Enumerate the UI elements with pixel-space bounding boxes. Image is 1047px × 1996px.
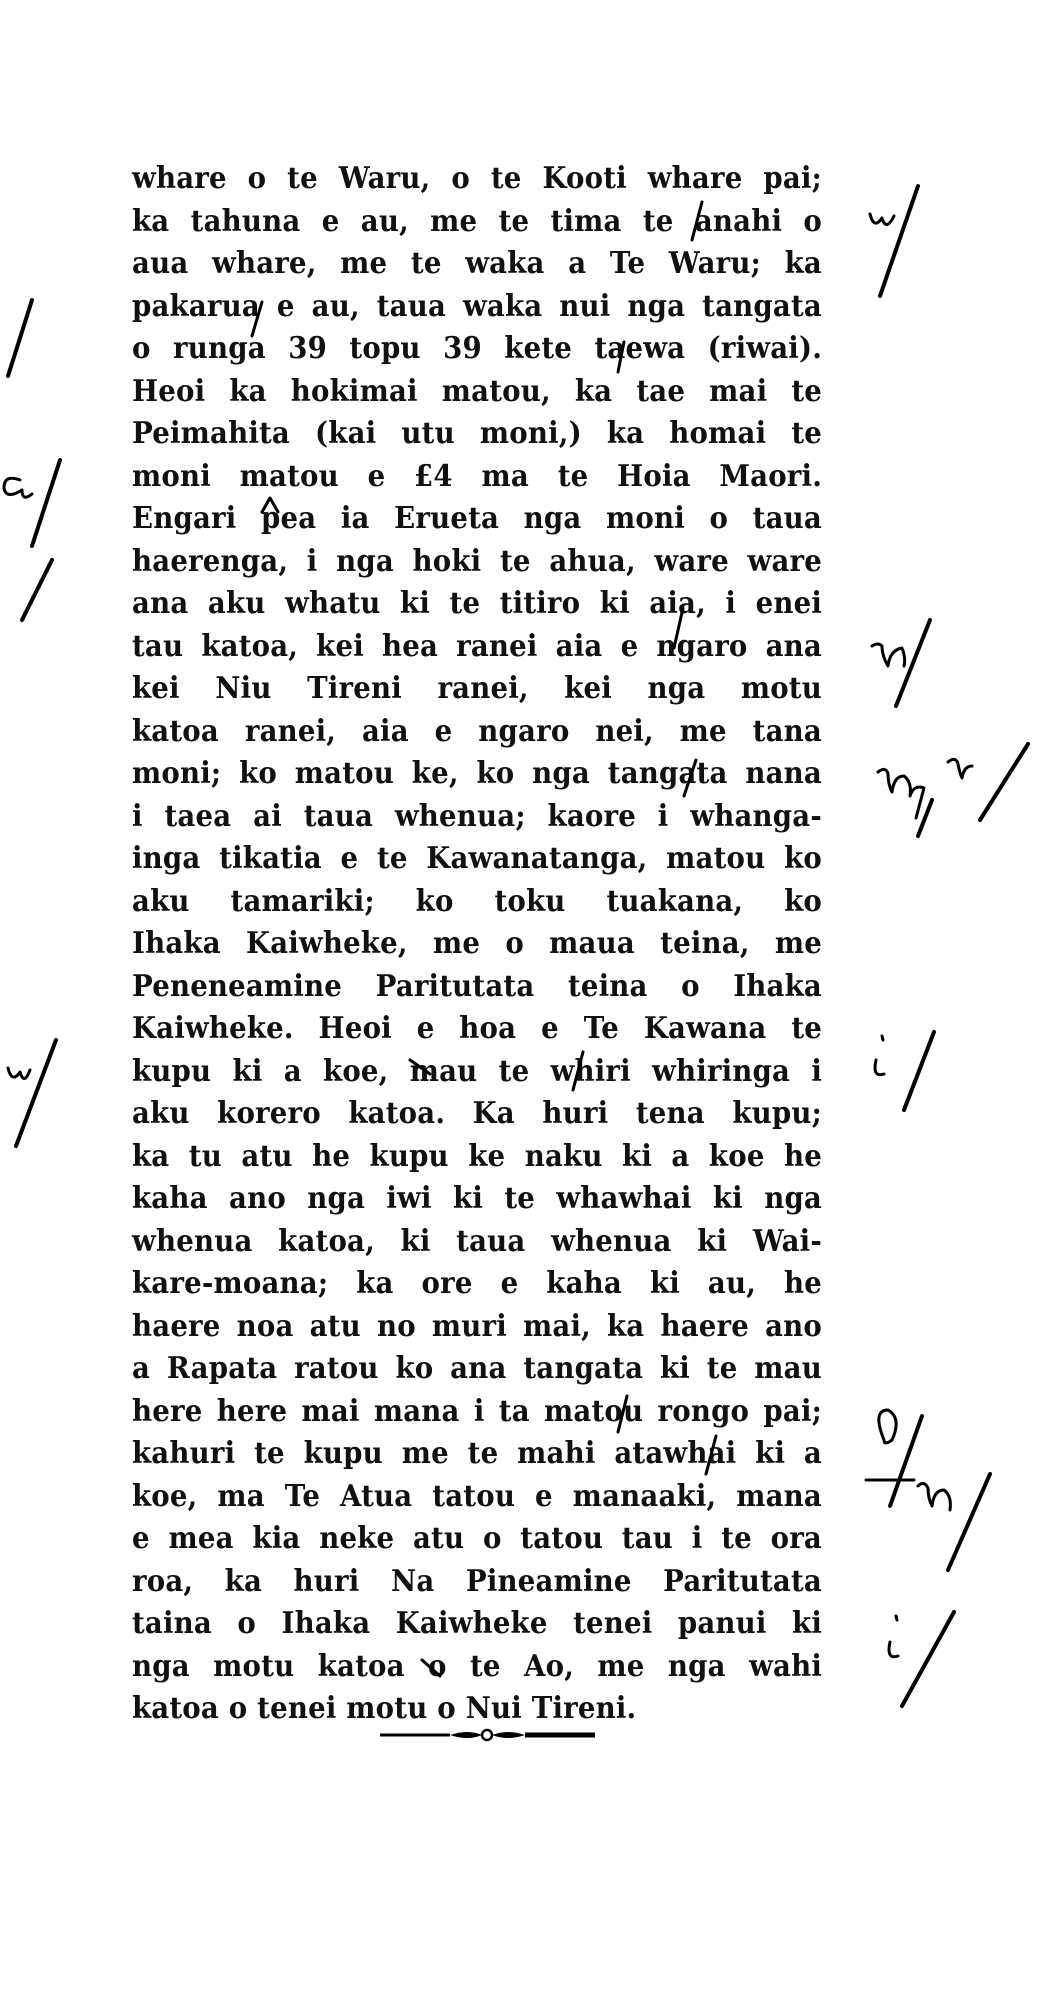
proof-mark: [4, 478, 32, 497]
text-line: pakarua e au, taua waka nui nga tangata: [132, 288, 822, 324]
text-line: kare-moana; ka ore e kaha ki au, he: [132, 1266, 822, 1301]
text-line: here here mai mana i ta matou rongo pai;: [132, 1393, 822, 1429]
text-line: ka tu atu he kupu ke naku ki a koe he: [132, 1138, 822, 1174]
text-line: kupu ki a koe, mau te whiri whiringa i: [132, 1053, 822, 1089]
text-line: whare o te Waru, o te Kooti whare pai;: [132, 161, 822, 196]
text-line: nga motu katoa o te Ao, me nga wahi: [132, 1648, 822, 1684]
text-line: Kaiwheke. Heoi e hoa e Te Kawana te: [132, 1011, 822, 1046]
proof-mark: [890, 1416, 922, 1506]
text-line: haere noa atu no muri mai, ka haere ano: [132, 1308, 822, 1344]
text-line: Ihaka Kaiwheke, me o maua teina, me: [132, 926, 822, 961]
proof-mark: [948, 759, 972, 778]
text-line: inga tikatia e te Kawanatanga, matou ko: [132, 841, 822, 876]
proof-mark: [904, 1032, 934, 1110]
proof-mark: [872, 644, 905, 666]
text-line: koe, ma Te Atua tatou e manaaki, mana: [132, 1478, 822, 1514]
proof-mark: [8, 300, 32, 376]
text-line: e mea kia neke atu o tatou tau i te ora: [132, 1521, 822, 1556]
proof-mark: [870, 214, 894, 225]
text-line: Engari pea ia Erueta nga moni o taua: [132, 501, 822, 536]
proof-mark: [32, 460, 60, 546]
text-line: ka tahuna e au, me te tima te anahi o: [132, 203, 822, 239]
proof-mark: [896, 1616, 897, 1620]
proof-mark: [8, 1068, 30, 1079]
proof-mark: [902, 1612, 954, 1706]
proof-mark: [918, 800, 932, 836]
text-line: ana aku whatu ki te titiro ki aia, i enei: [132, 586, 822, 621]
proof-mark: [896, 620, 930, 706]
text-line: aku korero katoa. Ka huri tena kupu;: [132, 1096, 822, 1131]
text-line: kei Niu Tireni ranei, kei nga motu: [132, 671, 822, 706]
proof-mark: [948, 1474, 990, 1570]
text-line: Peimahita (kai utu moni,) ka homai te: [132, 416, 822, 451]
ornament-rule: [380, 1728, 595, 1742]
text-line: a Rapata ratou ko ana tangata ki te mau: [132, 1351, 822, 1386]
text-line: taina o Ihaka Kaiwheke tenei panui ki: [132, 1606, 822, 1641]
proof-mark: [918, 1483, 950, 1510]
text-line: moni; ko matou ke, ko nga tangata nana: [132, 756, 822, 791]
proof-mark: [880, 186, 918, 296]
proof-mark: [889, 1642, 898, 1657]
proof-mark: [875, 1060, 884, 1075]
text-line: Peneneamine Paritutata teina o Ihaka: [132, 968, 822, 1004]
text-line: kaha ano nga iwi ki te whawhai ki nga: [132, 1181, 822, 1216]
text-line: moni matou e £4 ma te Hoia Maori.: [132, 458, 822, 494]
text-line: haerenga, i nga hoki te ahua, ware ware: [132, 543, 822, 579]
text-line: aku tamariki; ko toku tuakana, ko: [132, 883, 822, 919]
body-text: [132, 158, 822, 1731]
text-line: aua whare, me te waka a Te Waru; ka: [132, 246, 822, 281]
text-line: Heoi ka hokimai matou, ka tae mai te: [132, 373, 822, 409]
proof-mark: [22, 560, 52, 620]
text-line: i taea ai taua whenua; kaore i whanga-: [132, 798, 822, 834]
proof-mark: [882, 1036, 883, 1040]
proof-mark: [878, 769, 924, 818]
text-line: roa, ka huri Na Pineamine Paritutata: [132, 1563, 822, 1599]
text-line: katoa ranei, aia e ngaro nei, me tana: [132, 713, 822, 749]
text-line: tau katoa, kei hea ranei aia e ngaro ana: [132, 628, 822, 664]
text-line: whenua katoa, ki taua whenua ki Wai-: [132, 1223, 822, 1259]
proof-mark: [980, 744, 1028, 820]
text-line: o runga 39 topu 39 kete taewa (riwai).: [132, 331, 822, 366]
proof-mark: [16, 1040, 56, 1146]
proof-mark: [879, 1410, 896, 1443]
text-line: katoa o tenei motu o Nui Tireni.: [132, 1691, 637, 1726]
text-line: kahuri te kupu me te mahi atawhai ki a: [132, 1436, 822, 1471]
